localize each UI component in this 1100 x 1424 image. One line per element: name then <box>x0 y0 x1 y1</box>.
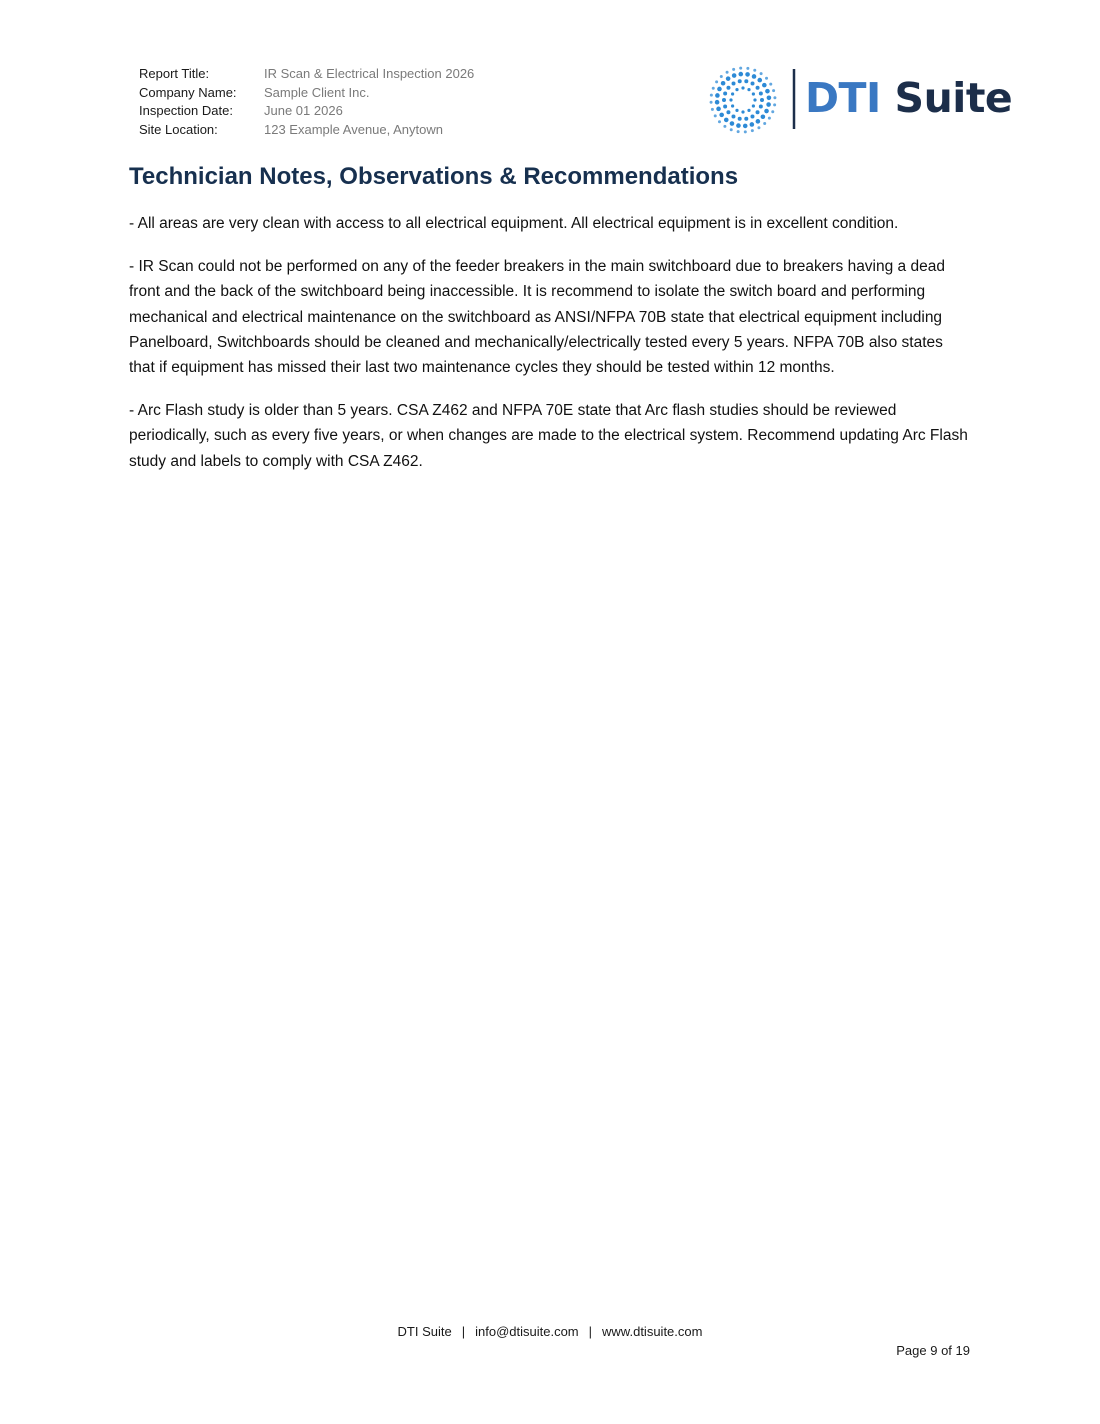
logo-dot <box>715 93 720 98</box>
logo-dot <box>743 124 748 129</box>
logo-dot <box>751 129 754 132</box>
logo-dot <box>756 119 761 124</box>
logo-dot <box>720 75 723 78</box>
logo-dot <box>750 114 754 118</box>
logo-dot <box>767 95 772 100</box>
logo-dot <box>745 72 750 77</box>
logo-dot <box>771 110 774 113</box>
meta-row-company-name <box>139 84 474 103</box>
logo-dot <box>744 117 748 121</box>
logo-dot <box>717 87 722 92</box>
logo-dot <box>719 113 724 118</box>
note-paragraph: - IR Scan could not be performed on any of the feeder breakers in the main switchboard due to breakers having a dead front and the back of the switchboard being inaccessible. It is recommend to isolate the switch board and performing mechanical and electrical maintenance on the switchboard as ANSI/NFPA 70B state that electrical equipment including Panelboard, Switchboards should be cleaned and mechanically/electrically tested every 5 years. NFPA 70B also states that if equipment has missed their last two maintenance cycles they should be tested within 12 months. <box>129 258 945 377</box>
logo-dot <box>735 109 738 112</box>
logo-dot <box>732 82 736 86</box>
logo-dot <box>721 81 726 86</box>
meta-row-site-location <box>139 121 474 140</box>
logo-dot <box>744 79 748 83</box>
meta-label: Report Title: <box>139 66 210 81</box>
logo-dot <box>738 72 743 77</box>
logo-dot <box>752 92 755 95</box>
meta-label: Site Location: <box>139 122 218 138</box>
logo-dot <box>726 71 729 74</box>
logo-dot <box>736 123 741 128</box>
meta-row-report-title <box>139 65 474 84</box>
page-footer <box>0 1324 1100 1339</box>
logo-dot <box>715 100 720 105</box>
logo-dot <box>769 83 772 86</box>
logo-dot <box>760 72 763 75</box>
report-meta <box>139 65 474 140</box>
logo-dot <box>731 92 734 95</box>
logo-dot <box>729 98 732 101</box>
logo-dot <box>763 122 766 125</box>
logo-dot <box>765 77 768 80</box>
logo-dot <box>716 107 721 112</box>
logo-dot <box>760 98 764 102</box>
logo-dot <box>752 74 757 79</box>
logo-dot <box>723 125 726 128</box>
logo-dot <box>759 92 763 96</box>
meta-value: 123 Example Avenue, Anytown <box>264 122 443 138</box>
logo-dot <box>722 98 726 102</box>
logo-dot <box>741 86 744 89</box>
meta-value: Sample Client Inc. <box>264 84 370 100</box>
note-paragraph: - Arc Flash study is older than 5 years. CSA Z462 and NFPA 70E state that Arc flash studies should be reviewed periodically, such as every five years, or when changes are made to the electrical system. Recommend updating Arc Flash study and labels to comply with CSA Z462. <box>129 402 968 470</box>
logo-dot <box>710 101 713 104</box>
footer-website: www.dtisuite.com <box>602 1324 703 1339</box>
logo-text-dti: DTI <box>805 74 881 122</box>
logo-dot <box>724 118 729 123</box>
section-title: Technician Notes, Observations & Recommendations <box>129 163 739 190</box>
logo-dot <box>726 86 730 90</box>
logo-dot <box>752 104 755 107</box>
logo-dot <box>747 109 750 112</box>
note-paragraph: - All areas are very clean with access to all electrical equipment. All electrical equipment is in excellent condition. <box>129 215 899 232</box>
logo-dot <box>738 117 742 121</box>
logo-dot <box>753 98 756 101</box>
logo-dot <box>714 114 717 117</box>
meta-row-inspection-date <box>139 102 474 121</box>
logo-dot <box>711 108 714 111</box>
logo-dot <box>732 73 737 78</box>
logo-dot <box>731 104 734 107</box>
logo-dot <box>765 89 770 94</box>
notes-body <box>129 211 969 492</box>
logo-dot <box>753 69 756 72</box>
logo-dot <box>741 110 744 113</box>
logo-dot <box>756 110 760 114</box>
logo-dot <box>730 128 733 131</box>
logo-dot <box>738 79 742 83</box>
meta-label: Company Name: <box>139 84 237 100</box>
logo-dot <box>764 109 769 114</box>
logo-dot <box>732 68 735 71</box>
logo-dot <box>715 80 718 83</box>
logo-dot <box>746 67 749 70</box>
meta-label: Inspection Date: <box>139 103 233 119</box>
logo-dot <box>759 105 763 109</box>
logo-dot <box>761 114 766 119</box>
logo-dot <box>757 78 762 83</box>
logo-dot <box>730 121 735 126</box>
logo-dot <box>739 67 742 70</box>
logo-dot <box>747 88 750 91</box>
meta-value: IR Scan & Electrical Inspection 2026 <box>264 66 475 81</box>
company-logo <box>708 64 1013 136</box>
logo-dot <box>773 96 776 99</box>
footer-email: info@dtisuite.com <box>475 1324 579 1339</box>
logo-dot <box>751 82 755 86</box>
footer-separator: | <box>588 1324 593 1339</box>
page-number: Page 9 of 19 <box>896 1343 970 1358</box>
logo-dot <box>723 91 727 95</box>
logo-text-suite: Suite <box>894 74 1013 122</box>
footer-separator: | <box>461 1324 466 1339</box>
meta-value: June 01 2026 <box>264 103 343 119</box>
logo-dot <box>726 110 730 114</box>
logo-wordmark <box>805 74 1012 122</box>
logo-dot <box>762 83 767 88</box>
logo-dot <box>756 86 760 90</box>
logo-dot <box>750 122 755 127</box>
logo-dot <box>712 87 715 90</box>
footer-company: DTI Suite <box>397 1324 452 1339</box>
logo-dot <box>768 117 771 120</box>
logo-dot <box>757 126 760 129</box>
logo-dot <box>737 130 740 133</box>
logo-dot <box>773 103 776 106</box>
logo-dot <box>718 120 721 123</box>
logo-dot <box>710 94 713 97</box>
logo-dot <box>766 102 771 107</box>
logo-dot <box>772 89 775 92</box>
logo-dot <box>744 130 747 133</box>
logo-dot <box>735 88 738 91</box>
logo-dot <box>731 114 735 118</box>
logo-dot <box>726 76 731 81</box>
logo-dot <box>723 104 727 108</box>
